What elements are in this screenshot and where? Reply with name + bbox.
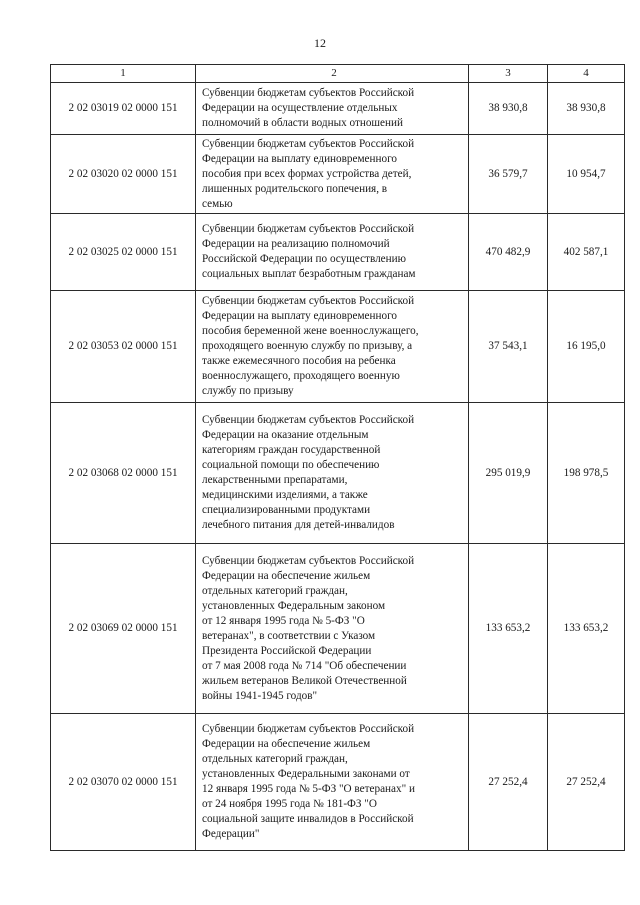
- row-value-col3: 36 579,7: [469, 135, 548, 214]
- budget-table: [50, 64, 625, 851]
- row-value-col3: 470 482,9: [469, 214, 548, 291]
- row-value-col4: 38 930,8: [548, 83, 625, 135]
- row-code: 2 02 03070 02 0000 151: [51, 714, 196, 851]
- row-code: 2 02 03069 02 0000 151: [51, 544, 196, 714]
- row-code: 2 02 03068 02 0000 151: [51, 403, 196, 544]
- row-code: 2 02 03025 02 0000 151: [51, 214, 196, 291]
- row-value-col4: 133 653,2: [548, 544, 625, 714]
- row-value-col4: 10 954,7: [548, 135, 625, 214]
- row-value-col3: 37 543,1: [469, 291, 548, 403]
- table-row: [51, 714, 625, 851]
- row-value-col3: 295 019,9: [469, 403, 548, 544]
- row-description: [196, 714, 469, 851]
- row-description: [196, 403, 469, 544]
- row-description-text: Субвенции бюджетам субъектов Российской Федерации на оказание отдельным категориям граждан государственной социальной помощи по обеспечению лекарственными препаратами, медицинскими изделиями, а также специализированными продуктами лечебного питания для детей-инвалидов: [202, 414, 415, 531]
- table-header-row: [51, 65, 625, 83]
- row-value-col3: 27 252,4: [469, 714, 548, 851]
- row-value-col3: 38 930,8: [469, 83, 548, 135]
- row-description: [196, 135, 469, 214]
- column-header-2: 2: [196, 65, 469, 83]
- row-description: [196, 544, 469, 714]
- row-description-text: Субвенции бюджетам субъектов Российской Федерации на выплату единовременного пособия беременной жене военнослужащего, проходящего военную службу по призыву, а также ежемесячного пособия на ребенка военнослужащего, проходящего военную службу по призыву: [202, 295, 419, 397]
- row-description: [196, 291, 469, 403]
- row-description: [196, 214, 469, 291]
- table-row: [51, 544, 625, 714]
- column-header-3: 3: [469, 65, 548, 83]
- row-description-text: Субвенции бюджетам субъектов Российской Федерации на осуществление отдельных полномочий в области водных отношений: [202, 87, 415, 129]
- column-header-1: 1: [51, 65, 196, 83]
- row-description-text: Субвенции бюджетам субъектов Российской Федерации на обеспечение жильем отдельных категорий граждан, установленных Федеральным законом от 12 января 1995 года № 5-ФЗ "О ветеранах", в соответствии с Указом Президента Российской Федерации от 7 мая 2008 года № 714 "Об обеспечении жильем ветеранов Великой Отечественной войны 1941-1945 годов": [202, 554, 415, 702]
- table-row: [51, 135, 625, 214]
- row-description: [196, 83, 469, 135]
- table-row: [51, 214, 625, 291]
- page-number: 12: [314, 36, 326, 50]
- row-value-col4: 402 587,1: [548, 214, 625, 291]
- table-row: [51, 403, 625, 544]
- table-row: [51, 83, 625, 135]
- row-code: 2 02 03019 02 0000 151: [51, 83, 196, 135]
- row-value-col3: 133 653,2: [469, 544, 548, 714]
- row-code: 2 02 03053 02 0000 151: [51, 291, 196, 403]
- table-row: [51, 291, 625, 403]
- row-value-col4: 16 195,0: [548, 291, 625, 403]
- row-value-col4: 198 978,5: [548, 403, 625, 544]
- column-header-4: 4: [548, 65, 625, 83]
- row-description-text: Субвенции бюджетам субъектов Российской Федерации на реализацию полномочий Российской Федерации по осуществлению социальных выплат безработным гражданам: [202, 223, 416, 280]
- row-description-text: Субвенции бюджетам субъектов Российской Федерации на выплату единовременного пособия при всех формах устройства детей, лишенных родительского попечения, в семью: [202, 137, 415, 210]
- row-code: 2 02 03020 02 0000 151: [51, 135, 196, 214]
- row-description-text: Субвенции бюджетам субъектов Российской Федерации на обеспечение жильем отдельных категорий граждан, установленных Федеральными законами от 12 января 1995 года № 5-ФЗ "О ветеранах" и от 24 ноября 1995 года № 181-ФЗ "О социальной защите инвалидов в Российской Федерации": [202, 723, 415, 840]
- row-value-col4: 27 252,4: [548, 714, 625, 851]
